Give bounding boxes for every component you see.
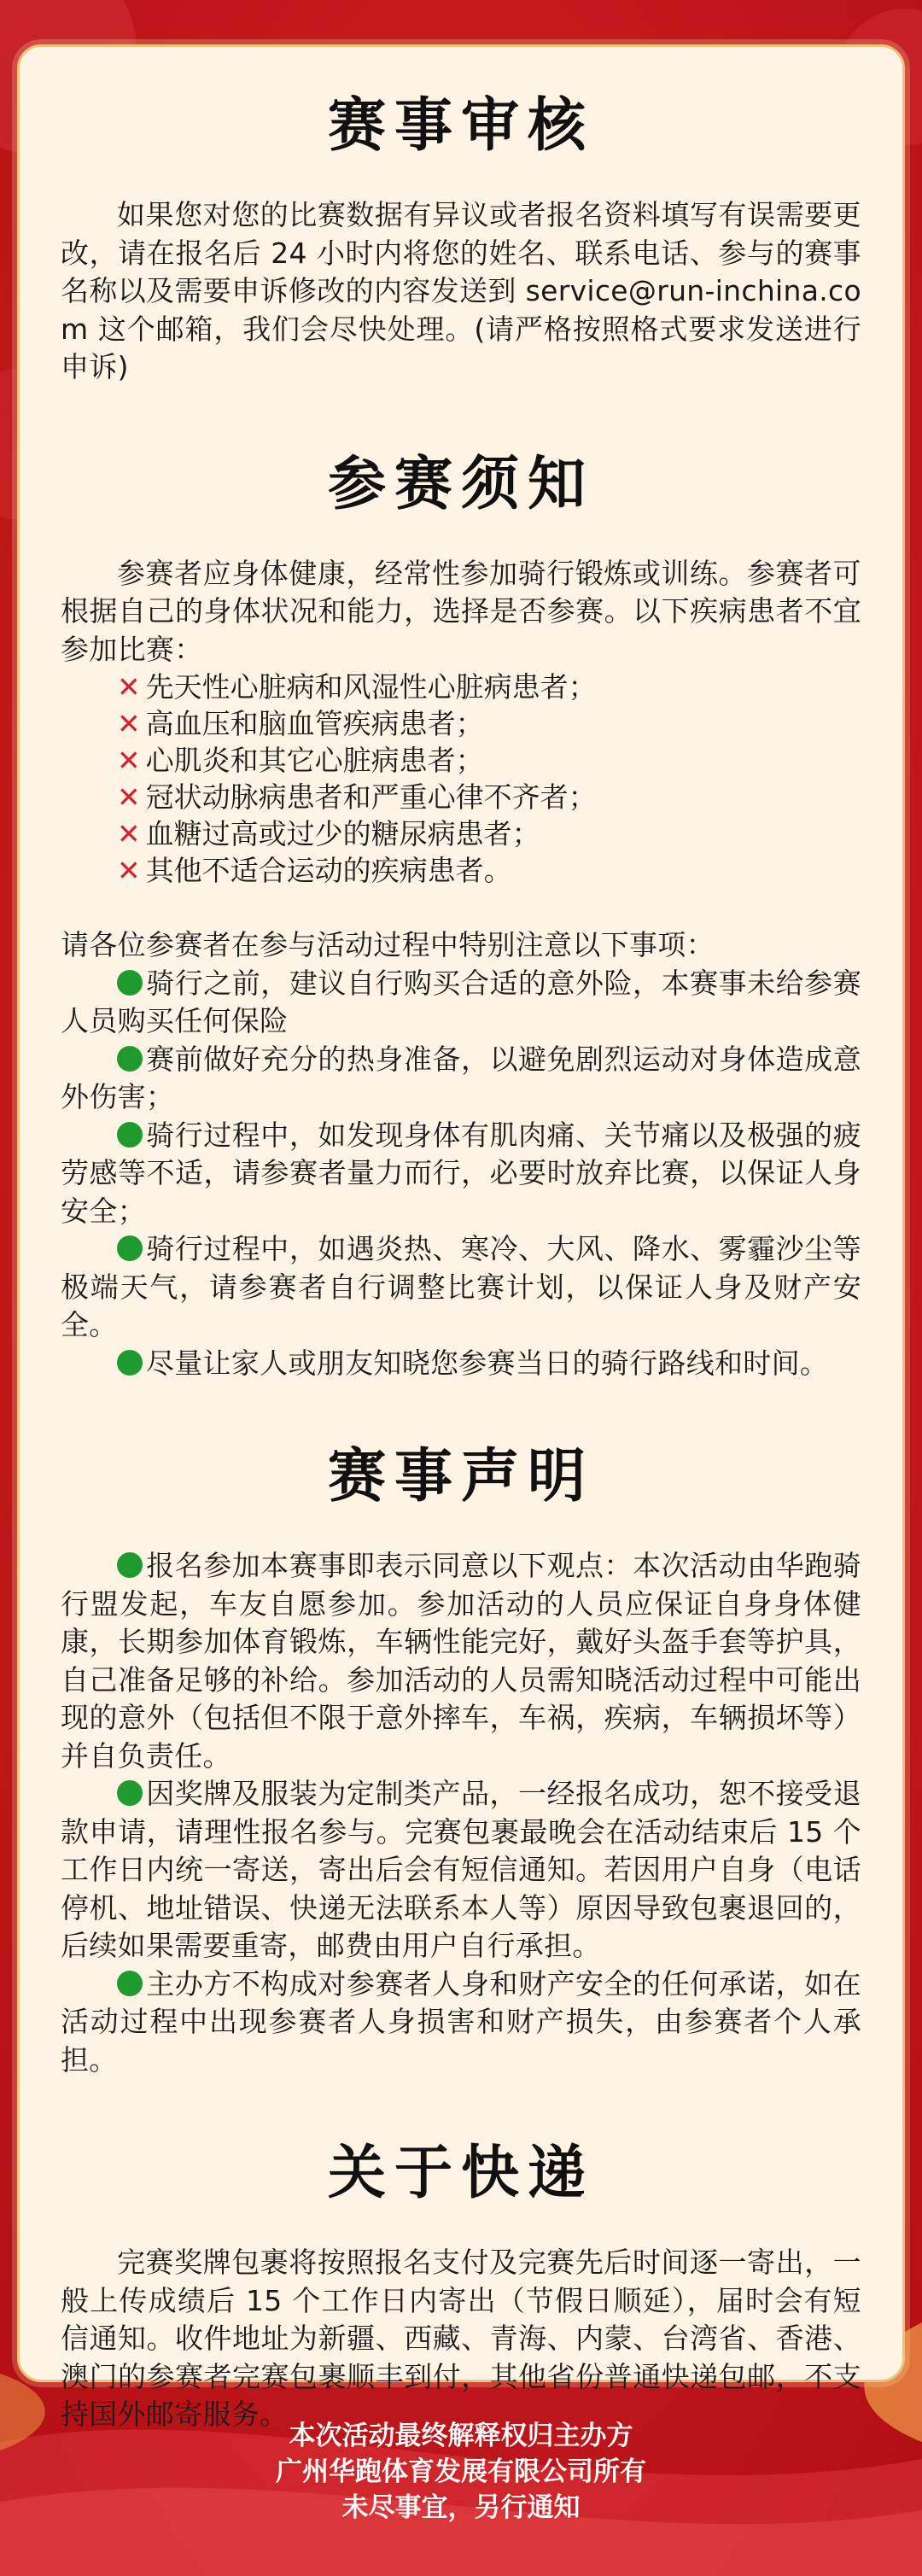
section-title-statement: 赛事声明 [327,1443,594,1510]
section-title-notice: 参赛须知 [327,450,594,518]
disease-item: ✕ 先天性心脏病和风湿性心脏病患者； [117,670,597,704]
footer-line: 本次活动最终解释权归主办方 [289,2421,633,2451]
x-mark-icon: ✕ [117,707,141,740]
content-card [17,44,905,2431]
disease-item: ✕ 心肌炎和其它心脏病患者； [117,744,484,777]
review-body: 如果您对您的比赛数据有异议或者报名资料填写有误需要更改，请在报名后 24 小时内将您的姓名、联系电话、参与的赛事名称以及需要申诉修改的内容发送到 service@run-inchina.com 这个邮箱，我们会尽快处理。(请严格按照格式要求发送进行申诉) [61,198,861,383]
delivery-body: 完赛奖牌包裹将按照报名支付及完赛先后时间逐一寄出，一般上传成绩后 15 个工作日内寄出（节假日顺延），届时会有短信通知。收件地址为新疆、西藏、青海、内蒙、台湾省、香港、澳门的参赛者完赛包裹顺丰到付，其他省份普通快递包邮，不支持国外邮寄服务。 [61,2246,861,2431]
bullet-dot-icon [117,1552,143,1578]
x-mark-icon: ✕ [117,744,141,777]
disease-item: ✕ 高血压和脑血管疾病患者； [117,707,484,740]
x-mark-icon: ✕ [117,670,141,704]
attention-item: 骑行过程中，如发现身体有肌肉痛、关节痛以及极强的疲劳感等不适，请参赛者量力而行，必要时放弃比赛，以保证人身安全； [61,1118,861,1228]
footer-line: 未尽事宜，另行通知 [341,2492,581,2523]
disease-item: ✕ 血糖过高或过少的糖尿病患者； [117,817,540,850]
bullet-dot-icon [117,1122,143,1148]
section-title-delivery: 关于快递 [327,2140,594,2207]
attention-item: 赛前做好充分的热身准备，以避免剧烈运动对身体造成意外伤害； [61,1042,861,1113]
disease-item: ✕ 其他不适合运动的疾病患者。 [117,854,512,887]
disease-list [61,669,861,889]
attention-item: 骑行过程中，如遇炎热、寒冷、大风、降水、雾霾沙尘等极端天气，请参赛者自行调整比赛计划，以保证人身及财产安全。 [61,1232,861,1341]
x-mark-icon: ✕ [117,854,141,887]
attention-item: 骑行之前，建议自行购买合适的意外险，本赛事未给参赛人员购买任何保险 [61,966,861,1037]
section-title-review: 赛事审核 [327,92,594,160]
notice-intro: 参赛者应身体健康，经常性参加骑行锻炼或训练。参赛者可根据自己的身体状况和能力，选择是否参赛。以下疾病患者不宜参加比赛： [61,556,861,666]
bullet-dot-icon [117,1235,143,1261]
statement-item: 主办方不构成对参赛者人身和财产安全的任何承诺，如在活动过程中出现参赛者人身损害和财产损失，由参赛者个人承担。 [61,1966,861,2077]
bullet-dot-icon [117,1780,143,1806]
bullet-dot-icon [117,970,143,996]
bullet-dot-icon [117,1350,143,1376]
statement-item: 报名参加本赛事即表示同意以下观点：本次活动由华跑骑行盟发起，车友自愿参加。参加活动的人员应保证自身身体健康，长期参加体育锻炼，车辆性能完好，戴好头盔手套等护具，自己准备足够的补给。参加活动的人员需知晓活动过程中可能出现的意外（包括但不限于意外摔车，车祸，疾病，车辆损坏等）并自负责任。 [61,1549,861,1773]
statement-item: 因奖牌及服装为定制类产品，一经报名成功，恕不接受退款申请，请理性报名参与。完赛包裹最晚会在活动结束后 15 个工作日内统一寄送，寄出后会有短信通知。若因用户自身（电话停机、地址错误、快递无法联系本人等）原因导致包裹退回的，后续如果需要重寄，邮费由用户自行承担。 [61,1777,861,1962]
disease-item: ✕ 冠状动脉病患者和严重心律不齐者； [117,780,597,814]
bullet-dot-icon [117,1046,143,1072]
footer-line: 广州华跑体育发展有限公司所有 [276,2456,646,2487]
attention-item: 尽量让家人或朋友知晓您参赛当日的骑行路线和时间。 [61,1345,861,1383]
bullet-dot-icon [117,1971,143,1996]
x-mark-icon: ✕ [117,780,141,814]
footer [0,2418,922,2526]
attention-intro: 请各位参赛者在参与活动过程中特别注意以下事项： [61,928,715,961]
x-mark-icon: ✕ [117,817,141,850]
